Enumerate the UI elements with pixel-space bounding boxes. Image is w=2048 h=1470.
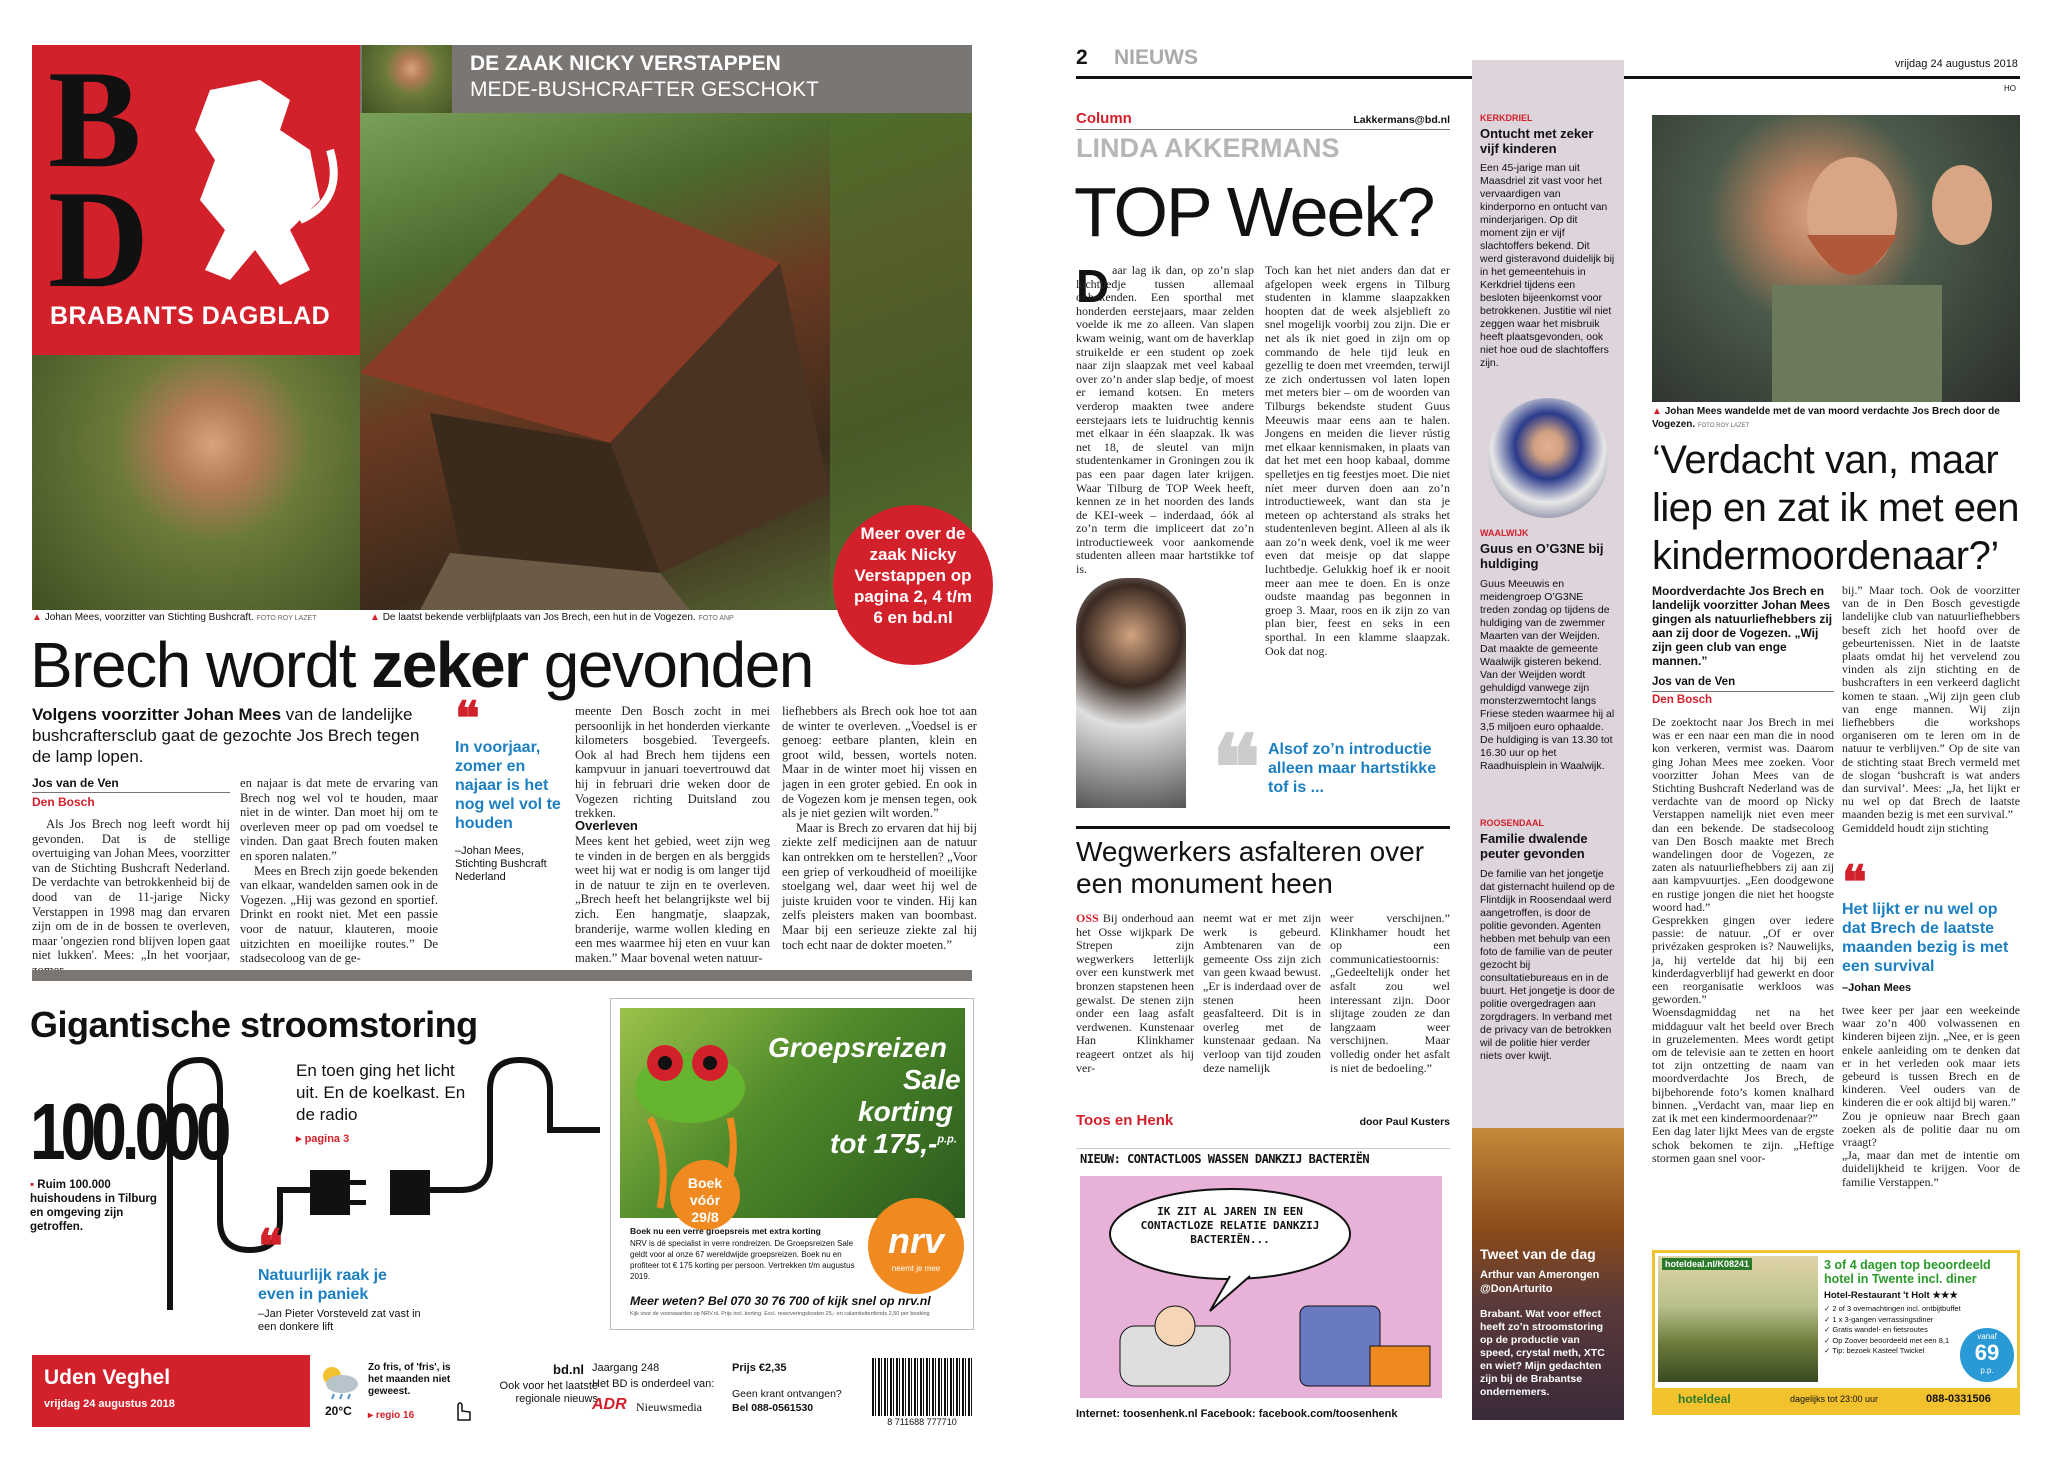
pullquote-mark-icon: ❝ [455, 693, 480, 744]
column-rule [1076, 129, 1450, 130]
hotel-bullet: ✓ Gratis wandel- en fietsroutes [1824, 1325, 1928, 1334]
weather-ref[interactable]: ▸ regio 16 [368, 1410, 415, 1421]
weather-temp: 20°C [325, 1404, 352, 1418]
interview-byline-rule [1652, 691, 1834, 692]
sidebar-loc-1: KERKDRIEL [1480, 113, 1533, 123]
comic-balloon: IK ZIT AL JAREN IN EEN CONTACTLOZE RELATIE DANKZIJ BACTERIËN... [1140, 1205, 1320, 1246]
sidebar-title-1[interactable]: Ontucht met zeker vijf kinderen [1480, 126, 1594, 156]
ad-headline-2: Sale [903, 1064, 961, 1095]
nrv-logo-tag: neemt je mee [891, 1264, 941, 1273]
right-page [1000, 0, 2048, 1470]
header-code: HO [2004, 84, 2016, 93]
comic-headline: NIEUW: CONTACTLOOS WASSEN DANKZIJ BACTERIËN [1080, 1152, 1370, 1166]
column-quote-mark-icon: ❝ [1212, 720, 1261, 819]
hotel-url[interactable]: hoteldeal.nl/K08241 [1662, 1258, 1752, 1270]
wegwerkers-col-1: OSS Bij onderhoud aan het Osse wijkpark De Strepen zijn wegwerkers letterlijk over een kunstwerk met bronzen stapstenen heen gewalst. De stenen zijn onder een laag asfalt verdwenen. Kunstenaar Han Klinkhamer reageert ontzet als hij ver- [1076, 911, 1194, 1075]
hotel-phone[interactable]: 088-0331506 [1926, 1393, 1991, 1405]
pullquote-text: In voorjaar, zomer en najaar is het nog wel vol te houden [455, 739, 561, 832]
drop-cap: D [1076, 260, 1110, 312]
hotel-photo [1658, 1256, 1818, 1382]
photo-badge-text: Meer over de zaak Nicky Verstappen op pagina 2, 4 t/m 6 en bd.nl [853, 524, 973, 627]
column-label: Column [1076, 110, 1132, 127]
ad-headline-1: Groepsreizen [768, 1032, 947, 1063]
barcode-number: 8 711688 777710 [887, 1417, 957, 1427]
header-date: vrijdag 24 augustus 2018 [1895, 58, 2018, 70]
weather-text: Zo fris, of 'fris', is het maanden niet geweest. [368, 1362, 451, 1397]
teaser-thumbnail [362, 45, 452, 113]
sidebar-body-3: De familie van het jongetje dat gisternacht huilend op de Flintdijk in Roosendaal werd aangetroffen, is door de politie gevonden. Agenten hebben met behulp van een foto de familie van de peuter gezocht bij consultatiebureaus en in de buurt. Het jongetje is door de politie overgedragen aan zorgdragers. In verband met de privacy van de betrokken wil de politie hier verder niets over kwijt. [1480, 868, 1615, 1062]
footer-group-text: Het BD is onderdeel van: [592, 1378, 715, 1390]
barcode [872, 1358, 972, 1416]
main-headline[interactable]: Brech wordt zeker gevonden [30, 629, 813, 701]
interview-col-1: De zoektocht naar Jos Brech in mei was er een naar een man die in nood kon verkeren, vermist was. Daarom ging Johan Mees mee zoeken. Voor voorzitter Johan Mees van de Stichting Bushcraft Nederland was de verdachte van de moord op Nicky Verstappen namelijk niet even meer dan een bekende. De stadsecoloog van Den Bosch maakte met Brech wandelingen door de Vogezen, ze zaten als natuurliefhebbers zij aan zij aan kampvuurtjes. „Een doodgewone en rustige jongen die niet het hoogste woord had.” Gesprekken gingen over iedere passie: de natuur. „Of er over privézaken gesproken is? Nauwelijks, ja, hij vertelde dat hij bij een kinderdagverblijf had gewerkt en door een reorganisatie werkloos was geworden.” Woensdagmiddag net na het middaguur valt het beeld over Brech in gruzelementen. Mees wordt getipt om de televisie aan te zetten en hoort tot zijn ontzetting de naam van moordverdachte Jos Brech, de bijbehorende foto’s komen knalhard binnen. „Verdacht van, maar liep en zat ik met een kindermoordenaar?” Een dag later lijkt Mees van de ergste schok bekomen te zijn. „Heftige stormen gaan snel voor- [1652, 715, 1834, 1165]
article-column-2: en najaar is dat mete de ervaring van Brech nog wel vol te houden, maar niet in de winter. Dan moet hij om te overleven meer op pad om voedsel te vinden. Dan gaat Brech fouten maken en sporen nalaten.” Mees en Brech zijn goede bekenden van elkaar, wandelden samen ook in de Vogezen. „Hij was gezond en sportief. Drinkt en rookt niet. Met een passie voor de natuur, klauteren, mooie uitzichten en moeilijke routes.” De stadsecoloog van de ge- [240, 776, 438, 966]
caption-hut: ▲ De laatst bekende verblijfplaats van Jos Brech, een hut in de Vogezen. FOTO ANP [370, 612, 734, 623]
hotel-bullet: ✓ Tip: bezoek Kasteel Twickel [1824, 1346, 1925, 1355]
left-page [0, 0, 1000, 1470]
sidebar-photo-guus [1488, 398, 1608, 518]
mees-portrait-photo [32, 355, 360, 610]
ad-date-badge-text: Boek vóór 29/8 [687, 1175, 723, 1225]
section-name: NIEUWS [1114, 46, 1198, 69]
nrv-logo-text: nrv [887, 1220, 945, 1261]
sidebar-body-1: Een 45-jarige man uit Maasdriel zit vast voor het vervaardigen van kinderporno en ontucht van minderjarigen. Op dit moment zijn er vijf slachtoffers bekend. Dit werd gisteravond duidelijk bij in het gemeentehuis in Kerkdriel tijdens een besloten bijeenkomst voor betrokkenen. Justitie wil niet zeggen waar het misbruik heeft plaatsgevonden, ook niet hoe oud de slachtoffers zijn. [1480, 162, 1615, 369]
tweet-author[interactable]: Arthur van Amerongen @DonArturito [1480, 1269, 1600, 1295]
sidebar-loc-3: ROOSENDAAL [1480, 818, 1545, 828]
byline-rule [32, 792, 230, 793]
column-text-2: Toch kan het niet anders dan dat er afgelopen week ergens in Tilburg studenten in klamme slaapzakken hoopten dat de week alsjeblieft zo snel mogelijk voorbij zou zijn. Die er net als ik niet goed in zijn om op commando de hele tijd leuk en gezellig te doen met vreemden, terwijl ze zich ondertussen vol laten lopen met meters bier – om de woorden van Tilburgs bekendste student Guus Meeuwis maar eens aan te halen. Jongens en meiden die liever rústig met elkaar kennismaken, in plaats van dat het met een hoop kabaal, domme spelletjes en tig feestjes moet. Die niet níet meer durven doen aan zo’n introductieweek, want dan sta je meteen op achterstand als straks het studentenleven begint. Alleen al als ik aan zo’n week denk, voel ik me weer even dat meisje op dat slappe luchtbedje. Gelukkig hoef ik er nooit meer aan mee te doen. En is onze oudste maandag pas begonnen in groep 3. Maar, roos en ik zijn zo van plan bier, feest en seks in een sporthal. In een klamme slaapzak. Ook dat nog. [1265, 263, 1450, 658]
ad-text-body: NRV is dé specialist in verre rondreizen. De Groepsreizen Sale geldt voor al onze 67 wereldwijde groepsreizen. Boek nu en profiteer tot € 175 korting per persoon. Vertrekken t/m augustus 2019. [630, 1239, 855, 1281]
footer-site-text: Ook voor het laatste regionale nieuws [499, 1380, 598, 1405]
logo-name: BRABANTS DAGBLAD [50, 302, 331, 330]
lion-icon [170, 70, 350, 300]
interview-headline[interactable]: ‘Verdacht van, maar liep en zat ik met een kindermoordenaar?’ [1652, 438, 2019, 578]
interview-quote-mark-icon: ❝ [1842, 857, 1867, 908]
interview-col-2: bij.” Maar toch. Ook de voorzitter van de in Den Bosch gevestigde landelijke club van natuurliefhebbers beseft zich het hoofd over de gebeurtenissen. Niet in de laatste plaats omdat hij het vervelend zou vinden als zijn stichting en de bushcrafters in een verkeerd daglicht komen te staan. „Wij zijn geen club van enge mannen. Wij zijn liefhebbers die workshops organiseren om te leren om in de natuur te verblijven.” Op de site van de stichting staat Brech vermeld met de slogan ‘bushcraft is wat anders dan survival’. Mees: „Ja, het lijkt er nu wel op dat Brech de laatste maanden bezig is met een survival.” Gemiddeld houdt zijn stichting [1842, 583, 2020, 835]
hotel-brand[interactable]: hoteldeal [1678, 1392, 1731, 1406]
byline-author: Jos van de Ven [32, 776, 119, 790]
adr-logo: ADR [592, 1396, 627, 1413]
ad-headline-3: korting [858, 1096, 953, 1127]
columnist-photo [1076, 578, 1186, 808]
power-quote-mark-icon: ❝ [258, 1221, 283, 1272]
hotel-title: 3 of 4 dagen top beoordeeld hotel in Twente incl. diner [1824, 1258, 1991, 1286]
teaser-title: DE ZAAK NICKY VERSTAPPEN [470, 52, 781, 75]
sidebar-title-2[interactable]: Guus en O’G3NE bij huldiging [1480, 541, 1604, 571]
interview-author: Jos van de Ven [1652, 676, 1736, 688]
hotel-bullets [1824, 1304, 1964, 1357]
interview-location: Den Bosch [1652, 694, 1713, 706]
power-page-ref[interactable]: ▸ pagina 3 [296, 1133, 350, 1145]
power-quote-attr: –Jan Pieter Vorsteveld zat vast in een donkere lift [258, 1308, 421, 1333]
intro-text: Volgens voorzitter Johan Mees van de landelijke bushcraftersclub gaat de gezochte Jos Brech tegen de lamp lopen. [32, 705, 420, 766]
ad-text-title: Boek nu een verre groepsreis met extra korting [630, 1226, 821, 1236]
ad-fine-print: Kijk voor de voorwaarden op NRV.nl. Prijs incl. korting. Excl. reserveringskosten 25,- en calamiteitenfonds 2,50 per boeking [630, 1311, 930, 1317]
adr-logo-2: Nieuwsmedia [636, 1400, 702, 1414]
ad-cta[interactable]: Meer weten? Bel 070 30 76 700 of kijk snel op nrv.nl [630, 1294, 931, 1308]
power-number-caption: ▪ Ruim 100.000 huishoudens in Tilburg en omgeving zijn getroffen. [30, 1179, 157, 1233]
column-bottom-rule [1076, 826, 1450, 829]
power-lede: En toen ging het licht uit. En de koelkast. En de radio [296, 1061, 466, 1124]
wegwerkers-col-2: neemt wat er met zijn werk is gebeurd. Ambtenaren van de gemeente Oss zijn zich van geen kwaad bewust. „Er is inderdaad over de stenen heen geasfalteerd. Dit is in overleg met de kunstenaar gedaan. Na verloop van tijd zouden deze namelijk [1203, 911, 1321, 1075]
comic-footer[interactable]: Internet: toosenhenk.nl Facebook: facebook.com/toosenhenk [1076, 1408, 1398, 1420]
site-hand-icon [450, 1398, 474, 1427]
subhead-overleven: Overleven [575, 818, 638, 833]
footer-phone[interactable]: Bel 088-0561530 [732, 1402, 814, 1414]
hotel-bullet: ✓ 2 of 3 overnachtingen incl. ontbijtbuffet [1824, 1304, 1961, 1313]
byline-location: Den Bosch [32, 795, 95, 809]
teaser-subtitle: MEDE-BUSHCRAFTER GESCHOKT [470, 78, 819, 101]
power-big-number: 100.000 [30, 1086, 227, 1177]
hotel-price: 69 [1974, 1340, 2000, 1365]
column-title: TOP Week? [1074, 173, 1434, 251]
sidebar-title-3[interactable]: Familie dwalende peuter gevonden [1480, 831, 1588, 861]
hotel-price-prefix: vanaf [1977, 1332, 1997, 1341]
footer-price: Prijs €2,35 [732, 1362, 787, 1374]
hotel-hours: dagelijks tot 23:00 uur [1790, 1394, 1879, 1404]
sidebar-loc-2: WAALWIJK [1480, 528, 1529, 538]
comic-author: door Paul Kusters [1359, 1116, 1450, 1128]
article-column-5: liefhebbers als Brech ook hoe tot aan de winter te overleven. „Voedsel is er genoeg: eetbare planten, klein en groot wild, bessen, wortels noten. Maar in de winter moet hij vissen en jagen in een groter gebied. En ook in de Vogezen kom je mensen tegen, ook als je niet gezien wilt worden.” Maar is Brech zo ervaren dat hij bij ziekte zelf medicijnen aan de natuur kan ontrekken om te herstellen? „Voor een griep of verkoudheid of moeilijke stoelgang wel, daar weet hij wel de juiste kruiden voor te vinden. Hij kan zelfs pleisters maken van boombast. Maar bij een serieuze ziekte zal hij toch echt naar de dokter moeten.” [782, 704, 977, 952]
footer-volume: Jaargang 248 [592, 1362, 660, 1374]
power-quote: Natuurlijk raak je even in paniek [258, 1267, 387, 1303]
footer-date: vrijdag 24 augustus 2018 [44, 1398, 175, 1410]
comic-title: Toos en Henk [1076, 1112, 1174, 1129]
interview-intro: Moordverdachte Jos Brech en landelijk voorzitter Johan Mees gingen als natuurliefhebbers zij aan zij door de Vogezen. „Wij zijn geen club van enge mannen.” [1652, 584, 1833, 668]
page-number: 2 [1076, 46, 1088, 69]
interview-caption: ▲ Johan Mees wandelde met de van moord verdachte Jos Brech door de Vogezen. FOTO ROY LAZET [1652, 406, 2000, 430]
article-column-3: meente Den Bosch zocht in mei persoonlijk in het honderden vierkante kilometers bosgebied. Tevergeefs. Ook al had Brech hem tijdens een kampvuur in januari toevertrouwd dat hij in februari drie weken door de Vogezen richting Duitsland zou trekken. [575, 704, 770, 821]
interview-col-3: twee keer per jaar een weekeinde waar zo’n 400 volwassenen en kinderen bijeen zijn. „Nee, er is geen enkele aanleiding om te denken dat er in het verleden ook maar iets gebeurd is tussen Brech en de kinderen. Veel ouders van de kinderen die er ook altijd bij waren.” Zou je opnieuw naar Brech gaan zoeken als de politie daar nu om vraagt? „Ja, maar dan met de intentie om duidelijkheid te krijgen. Voor de familie Verstappen.” [1842, 1003, 2020, 1189]
weather-cloud-icon [318, 1364, 360, 1405]
tweet-title: Tweet van de dag [1480, 1246, 1596, 1262]
pullquote-attribution: –Johan Mees, Stichting Bushcraft Nederland [455, 845, 547, 883]
interview-pullquote-attr: –Johan Mees [1842, 982, 1912, 994]
interview-photo [1652, 115, 2020, 402]
sidebar-body-2: Guus Meeuwis en meidengroep O’G3NE treden zondag op tijdens de huldiging van de zwemmer Maarten van der Weijden. Dat maakte de gemeente Waalwijk gisteren bekend. Van der Weijden wordt gehuldigd vanwege zijn monsterzwemtocht langs Friese steden waarmee hij al 3,5 miljoen euro ophaalde. De huldiging is van 13.30 tot 16.30 uur op het Raadhuisplein in Waalwijk. [1480, 578, 1615, 772]
footer-site[interactable]: bd.nl [553, 1362, 585, 1377]
ad-headline-4: tot 175,-$^{p.p.}$ [830, 1128, 957, 1159]
section-divider [32, 970, 972, 981]
logo-letters: B D [48, 42, 150, 317]
interview-pullquote: Het lijkt er nu wel op dat Brech de laatste maanden bezig is met een survival [1842, 901, 2009, 975]
hotel-bullet: ✓ 1 x 3-gangen verrassingsdiner [1824, 1314, 1934, 1324]
hotel-name: Hotel-Restaurant 't Holt ★★★ [1824, 1290, 1958, 1301]
column-text-1: aar lag ik dan, op zo’n slap luchtbedje tussen allemaal onbekenden. Een sporthal met honderden eerstejaars, maar zelden voelde ik me zo alleen. Van slapen kwam weinig, want om de haverklap struikelde er een student op zoek naar zijn slaapzak met veel kabaal over zo’n ander slap bedje, of moest er iemand kotsen. En meters verderop maakten twee andere eerstejaars iets te luidruchtig kennis met elkaar in één slaapzak. Ik was net 18, de sleutel van mijn studentenkamer in Groningen zou ik pas een paar dagen later krijgen. Waar Tilburg de TOP Week heeft, kennen ze in het noorden des lands de KEI-week – inderdaad, óók al zo’n term die impliceert dat zo’n introductieweek voor aankomende studenten alleen maar hartstikke tof is. [1076, 263, 1254, 577]
footer-no-paper: Geen krant ontvangen? [732, 1388, 842, 1400]
column-pullquote: Alsof zo’n introductie alleen maar hartstikke tof is ... [1268, 741, 1437, 796]
article-column-1: Als Jos Brech nog leeft wordt hij gevonden. Dat is de stellige overtuiging van Johan Mees, voorzitter van de Stichting Bushcraft Nederland. De verdachte van betrokkenheid bij de dood van de 11-jarige Nicky Verstappen in 1998 mag dan ervaren zijn om de in de bossen te overleven, maar 'ongezien rond blijven lopen gaat niet lukken'. Mees: „In het voorjaar, [32, 817, 230, 963]
sidebar-top-arrow [1472, 60, 1624, 115]
power-title[interactable]: Gigantische stroomstoring [30, 1004, 478, 1045]
tweet-text: Brabant. Wat voor effect heeft zo’n stroomstoring op de productie van speed, crystal meth, XTC en wiet? Mijn gedachten zijn bij de Brabantse ondernemers. [1480, 1308, 1605, 1398]
wegwerkers-col-3: weer verschijnen.” Klinkhamer houdt het op een communicatiestoornis: „Gedeeltelijk onder het asfalt zou wel interessant zijn. Door slijtage zouden ze dan langzaam weer verschijnen. Maar volledig onder het asfalt is niet de bedoeling.” [1330, 911, 1450, 1075]
wegwerkers-title[interactable]: Wegwerkers asfalteren over een monument heen [1076, 836, 1425, 899]
hotel-bullet: ✓ Op Zoover beoordeeld met een 8,1 [1824, 1335, 1950, 1345]
footer-edition: Uden Veghel [44, 1366, 171, 1389]
column-email[interactable]: Lakkermans@bd.nl [1353, 114, 1450, 126]
caption-mees: ▲ Johan Mees, voorzitter van Stichting Bushcraft. FOTO ROY LAZET [32, 612, 317, 623]
column-author: LINDA AKKERMANS [1076, 133, 1340, 163]
article-column-4: Mees kent het gebied, weet zijn weg te vinden in de bergen en als berggids weet hij wat er nodig is om langer tijd in de natuur te zijn en te overleven. „Brech heeft het belangrijkste wel bij zich. Een hangmatje, slaapzak, branderije, warme wollen kleding en een mes waarmee hij eten en vuur kan maken.” Maar bovenal weten natuur- [575, 834, 770, 965]
hotel-price-suffix: p.p. [1980, 1366, 1994, 1375]
